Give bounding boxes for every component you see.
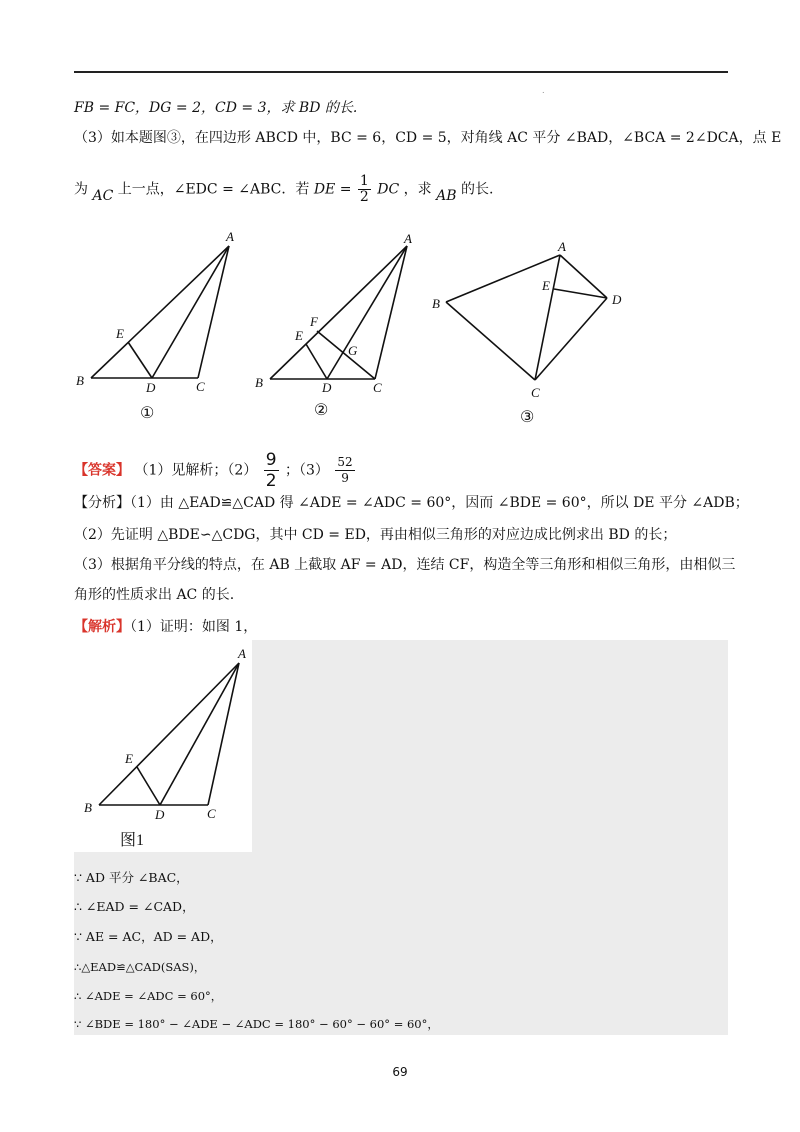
figure-2-label: ②	[314, 402, 329, 419]
label-f: F	[310, 314, 318, 329]
proof-step-2: ∴ ∠EAD = ∠CAD，	[74, 899, 195, 914]
fraction-denominator: 9	[341, 471, 349, 485]
segment-ad	[152, 246, 229, 378]
segment-de	[137, 767, 160, 805]
label-c: C	[196, 379, 205, 394]
proof-step-1: ∵ AD 平分 ∠BAC，	[74, 870, 189, 885]
segment-ca	[198, 246, 229, 378]
page-number: 69	[392, 1065, 408, 1079]
figure-1	[76, 229, 234, 422]
text-segment: ，求	[403, 181, 432, 198]
label-d: D	[146, 380, 156, 395]
answer-fraction-2	[264, 450, 279, 491]
proof-step-4: ∴△EAD≌△CAD(SAS)，	[74, 960, 206, 974]
label-b: B	[84, 800, 92, 815]
figure-3	[432, 239, 622, 426]
label-c: C	[531, 385, 540, 400]
problem-line-3	[74, 174, 493, 205]
label-c: C	[207, 806, 216, 821]
segment-fc	[317, 331, 375, 379]
label-e: E	[125, 751, 133, 766]
segment-de: DE =	[313, 181, 352, 198]
segment-ab	[91, 246, 229, 378]
label-b: B	[432, 296, 440, 311]
segment-ab	[99, 663, 239, 805]
answer-fraction-3	[335, 455, 354, 486]
segment-ca	[208, 663, 239, 805]
label-d: D	[612, 292, 622, 307]
segment-ac: AC	[92, 187, 114, 204]
label-c: C	[373, 380, 382, 395]
analysis-line-4: 角形的性质求出 AC 的长.	[74, 587, 235, 603]
segment-ac	[535, 255, 560, 380]
solution-heading	[74, 617, 257, 637]
fraction-denominator: 2	[359, 189, 369, 205]
fraction-numerator: 1	[359, 173, 369, 189]
analysis-line-2: （2）先证明 △BDE∽△CDG，其中 CD = ED，再由相似三角形的对应边成比例求出 BD 的长；	[74, 527, 677, 543]
fraction-denominator: 2	[265, 471, 277, 491]
proof-step-3: ∵ AE = AC，AD = AD，	[74, 929, 223, 944]
solution-tag: 【解析】	[74, 619, 130, 635]
label-a: A	[238, 646, 246, 661]
fraction-numerator: 52	[337, 455, 353, 469]
answer-tag: 【答案】	[74, 462, 130, 479]
analysis-line-3: （3）根据角平分线的特点，在 AB 上截取 AF = AD，连结 CF，构造全等三角形和相似三角形，由相似三	[74, 557, 736, 573]
text-segment: 为	[74, 181, 88, 198]
solution-intro: （1）证明：如图 1，	[130, 619, 258, 635]
label-d: D	[322, 380, 332, 395]
proof-step-6: ∵ ∠BDE = 180° − ∠ADE − ∠ADC = 180° − 60° − 60° = 60°，	[74, 1017, 439, 1031]
solution-figure	[74, 640, 252, 852]
figure-3-label: ③	[520, 409, 535, 426]
segment-bc	[446, 302, 535, 380]
text-segment: 的长.	[460, 181, 494, 198]
label-e: E	[116, 326, 124, 341]
segment-ab: AB	[436, 187, 457, 204]
figure-caption: 图1	[120, 832, 145, 849]
header-dot: .	[542, 86, 545, 95]
label-b: B	[76, 373, 84, 388]
header-rule	[74, 71, 728, 73]
fraction-numerator: 9	[265, 450, 277, 470]
label-e: E	[295, 328, 303, 343]
answer-part1: （1）见解析；（2）	[134, 462, 258, 479]
figures-diagram	[0, 225, 800, 440]
segment-ad	[160, 663, 239, 805]
answer-line	[74, 450, 357, 491]
analysis-tag: 【分析】	[74, 495, 130, 511]
proof-step-5: ∴ ∠ADE = ∠ADC = 60°，	[74, 989, 223, 1003]
label-d: D	[155, 807, 165, 822]
label-a: A	[226, 229, 234, 244]
problem-line-1: FB = FC，DG = 2，CD = 3，求 BD 的长.	[74, 100, 358, 116]
problem-line-2: （3）如本题图③，在四边形 ABCD 中，BC = 6，CD = 5，对角线 AC 平分 ∠BAD，∠BCA = 2∠DCA，点 E	[74, 130, 782, 146]
segment-de	[128, 342, 152, 378]
segment-de	[306, 344, 327, 379]
fraction-one-half	[358, 174, 371, 205]
label-b: B	[255, 375, 263, 390]
label-a: A	[558, 239, 566, 254]
label-g: G	[348, 343, 358, 358]
label-a: A	[404, 231, 412, 246]
segment-ca	[375, 246, 407, 379]
analysis-text: （1）由 △EAD≌△CAD 得 ∠ADE = ∠ADC = 60°，因而 ∠BDE = 60°，所以 DE 平分 ∠ADB；	[130, 495, 749, 511]
answer-part2: ；（3）	[285, 462, 329, 479]
figure-1-label: ①	[140, 405, 155, 422]
analysis-line-1	[74, 493, 749, 513]
segment-cd	[535, 298, 607, 380]
figure-2	[255, 231, 412, 419]
label-e: E	[542, 278, 550, 293]
segment-dc: DC	[377, 181, 400, 198]
text-segment: 上一点，∠EDC = ∠ABC．若	[117, 181, 310, 198]
